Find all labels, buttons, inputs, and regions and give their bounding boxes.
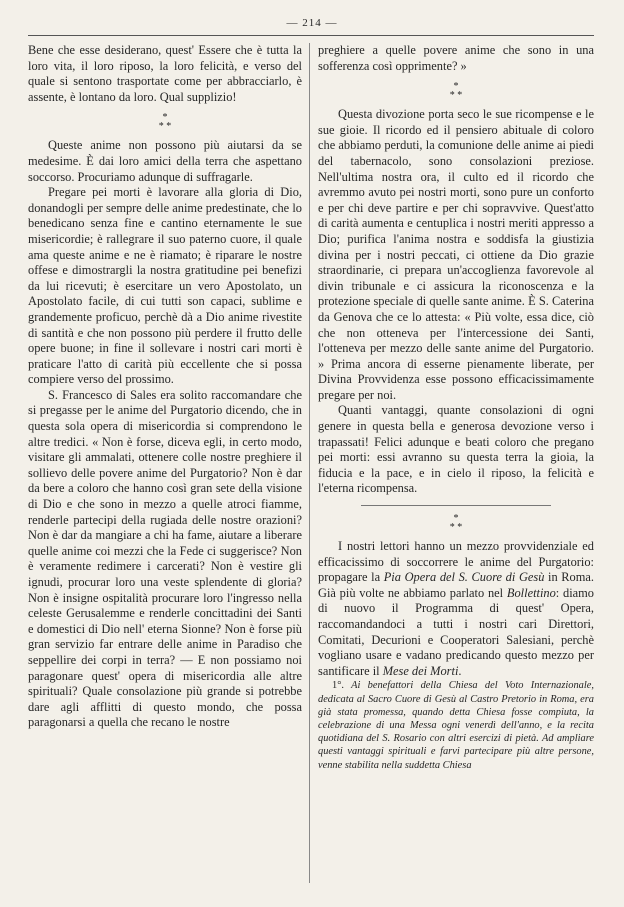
- italic-title: Mese dei Morti: [382, 663, 459, 678]
- right-column: [318, 43, 594, 772]
- paragraph: preghiere a quelle povere anime che sono in una sofferenza così opprimente? »: [318, 43, 594, 73]
- paragraph: S. Francesco di Sales era solito raccomandare che si pregasse per le anime del Purgatorio dicendo, che in questa sola opera di misericordia si comprendono le altre tredici. « Non è forse, diceva egli, in certo modo, visitare gli ammalati, ottenere colle nostre preghiere il sollievo delle povere anime del Purgatorio? Non è dar da bere a coloro che hanno così gran sete della visione di Dio e che sono in mezzo a quelle atroci fiamme, renderle partecipi della rugiada delle nostre orazioni? Non è dar da mangiare a chi ha fame, aiutare a liberare quelle anime coi mezzi che la Fede ci suggerisce? Non è veramente redimere i carcerati? Non è vestire gli ignudi, procurar loro una veste splendente di gloria? Non è insigne ospitalità procurare loro l'ingresso nella celeste Gerusalemme e renderle concittadini dei Santi e domestici di Dio nell' eterna Sionne? Non è forse più gran servizio far entrare delle anime in Paradiso che seppellire dei corpi in terra? — E non possiamo noi paragonare quest' opera di misericordia alle altre spirituali? Quale consolazione più grande si potrebbe dare agli afflitti di questo mondo, che possa paragonarsi a quella che recano le nostre: [28, 387, 302, 730]
- paragraph: Queste anime non possono più aiutarsi da se medesime. È dai loro amici della terra che aspettano soccorso. Procuriamo adunque di suffragarle.: [28, 138, 302, 184]
- spacer: [318, 497, 594, 505]
- footnote-number: 1°.: [332, 680, 344, 692]
- page-number: — 214 —: [286, 17, 338, 29]
- section-separator: [361, 505, 551, 506]
- paragraph: Quanti vantaggi, quante consolazioni di ogni genere in questa bella e generosa devozione verso i trapassati! Felici adunque e beati coloro che pregano pei morti: essi avranno su questa terra la gioia, la fiducia e la pace, e in cielo il riposo, la felicità e l'eterna ricompensa.: [318, 403, 594, 496]
- italic-title: Bollettino: [506, 585, 556, 600]
- footnote: 1°. Ai benefattori della Chiesa del Voto Internazionale, dedicata al Sacro Cuore di Gesù al Castro Pretorio in Roma, era già stata promessa, quando detta Chiesa fosse compiuta, la celebrazione di una Messa ogni venerdì dell'anno, e la recita quotidiana del S. Rosario con altri esercizi di pietà. Ad ampliare questi vantaggi spirituali e farvi partecipare più altre persone, venne stabilita nella suddetta Chiesa: [318, 680, 594, 771]
- italic-title: Pia Opera del S. Cuore di Gesù: [383, 570, 545, 585]
- asterism: * * *: [449, 81, 463, 102]
- paragraph: Questa divozione porta seco le sue ricompense e le sue gioie. Il ricordo ed il pensiero abituale di coloro che abbiamo perduti, la comunione delle anime ai piedi del tabernacolo, sono consolazioni preziose. Nell'ultima nostra ora, il culto ed il ricordo che avremmo avuto pei nostri morti, sono pure un conforto e per chi deve partire e per chi sopravvive. Quest'atto di carità aumenta e centuplica i nostri meriti appresso a Dio; purifica l'anima nostra e soddisfa la giustizia divina per i nostri peccati, ci ottiene da Dio grazie straordinarie, ci prepara un'accoglienza favorevole al divin tribunale e ci assicura la riconoscenza e la protezione speciale di quelle sante anime. È S. Caterina da Genova che ce lo attesta: « Più volte, essa dice, ciò che non otteneva per l'intercessione dei Santi, l'otteneva per mezzo delle sante anime del Purgatorio. » Prima ancora di esserne pienamente liberate, per Divina Provvidenza esse possono efficacissimamente pregare per noi.: [318, 107, 594, 402]
- left-column: [28, 43, 302, 731]
- asterism: * * *: [158, 112, 172, 133]
- paragraph: Bene che esse desiderano, quest' Essere che è tutta la loro vita, il loro riposo, la loro felicità, e verso del quale si sentono trasportate come per abbracciarlo, è assente, è lontano da loro. Qual supplizio!: [28, 43, 302, 104]
- paragraph: Pregare pei morti è lavorare alla gloria di Dio, donandogli per sempre delle anime predestinate, che lo benedicano senza fine e cantino eternamente le sue misericordie; è rallegrare il suo paterno cuore, il quale ama queste anime e ne è riamato; è riparare le nostre offese e dimostrargli la nostra gratitudine pei benefizi da lui ricevuti; è esercitare un vero Apostolato, un Apostolato facile, di cui tutti son capaci, sublime e grandemente proficuo, perchè dà a Dio anime rivestite di santità e che non possono più perdere il frutto delle opere buone; in fine il sollevare i nostri cari morti è praticare l'atto di carità più eccellente che si possa compiere verso del prossimo.: [28, 185, 302, 387]
- paragraph: I nostri lettori hanno un mezzo provvidenziale ed efficacissimo di soccorrere le anime del Purgatorio: propagare la Pia Opera del S. Cuore di Gesù in Roma. Già più volte ne abbiamo parlato nel Bollettino: diamo di nuovo il Programma di quest' Opera, raccomandandoci a tutti i nostri cari Direttori, Comitati, Decurioni e Cooperatori Salesiani, perchè vogliano usare e vadano predicando questo mezzo per santificare il Mese dei Morti.: [318, 539, 594, 678]
- header-rule: [28, 35, 594, 36]
- asterism: * * *: [449, 513, 463, 534]
- column-divider: [309, 43, 310, 883]
